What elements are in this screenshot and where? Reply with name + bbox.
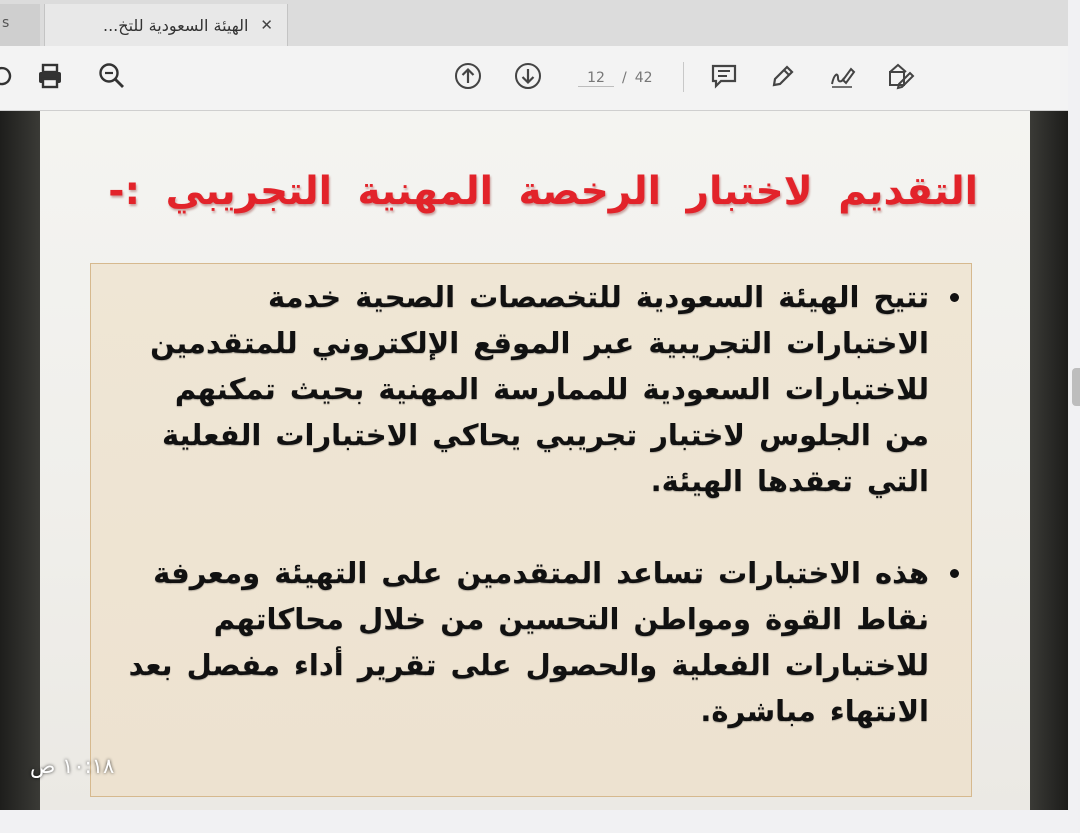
pen-icon[interactable] [766,60,798,92]
page-separator: / [622,70,627,86]
bullet-item [117,274,957,504]
phone-screen-edge [1068,0,1080,833]
page-total: 42 [634,70,653,86]
bullet-item [117,550,957,734]
active-tab-title: الهيئة السعودية للتخ... [103,15,249,35]
browser-tab-bar [0,0,1068,46]
sign-icon[interactable] [826,60,858,92]
status-bar-time: ١٠:١٨ ص [30,754,115,778]
close-icon[interactable]: ✕ [260,16,273,34]
pdf-toolbar [0,46,1068,111]
page-up-icon[interactable] [452,60,484,92]
print-icon[interactable] [34,60,66,92]
slide-title: التقديم لاختبار الرخصة المهنية التجريبي :- [108,169,978,214]
viewer-background-left [0,111,40,810]
bullet-dot [950,293,959,302]
active-tab[interactable] [44,4,288,46]
page-indicator [578,66,660,90]
rotate-icon[interactable] [0,60,18,92]
bullet-dot [950,569,959,578]
page-down-icon[interactable] [512,60,544,92]
previous-tab[interactable]: s [0,4,40,46]
zoom-icon[interactable] [96,60,128,92]
pdf-page-slide [40,111,1030,810]
viewer-background-right [1030,111,1068,810]
content-box [90,263,972,797]
comment-icon[interactable] [708,60,740,92]
bullet-text: هذه الاختبارات تساعد المتقدمين على التهيئة ومعرفة نقاط القوة ومواطن التحسين من خلال محاكاتهم للاختبارات الفعلية والحصول على تقرير أداء مفصل بعد الانتهاء مباشرة. [128,556,929,728]
fill-sign-icon[interactable] [884,60,916,92]
page-number-input[interactable] [578,70,614,87]
bullet-text: تتيح الهيئة السعودية للتخصصات الصحية خدمة الاختبارات التجريبية عبر الموقع الإلكتروني للمتقدمين للاختبارات السعودية للممارسة المهنية بحيث تمكنهم من الجلوس لاختبار تجريبي يحاكي الاختبارات الفعلية التي تعقدها الهيئة. [150,280,929,498]
toolbar-divider [683,62,684,92]
phone-side-handle [1072,368,1080,406]
